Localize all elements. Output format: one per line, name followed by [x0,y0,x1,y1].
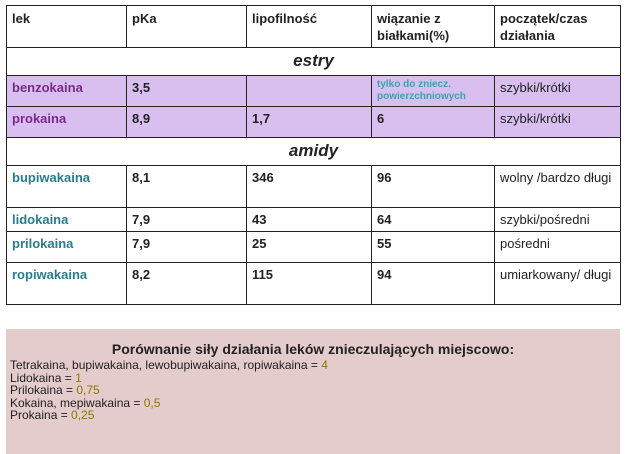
header-cell: wiązanie z białkami(%) [372,6,495,48]
comparison-value: 1 [75,370,82,385]
table-row [7,232,621,263]
onset-cell: umiarkowany/ długi [495,263,621,305]
comparison-label: Tetrakaina, bupiwakaina, lewobupiwakaina, ropiwakaina = [10,358,322,372]
comparison-value: 0,75 [76,383,100,397]
drug-comparison-table [6,5,621,305]
comparison-label: Kokaina, mepiwakaina = [10,395,144,410]
comparison-line [10,409,616,422]
drug-name: lidokaina [7,208,127,232]
onset-cell: szybki/krótki [495,76,621,107]
lipophilicity-cell: 346 [247,166,372,208]
lipophilicity-cell: 25 [247,232,372,263]
panel-title: Porównanie siły działania leków znieczulających miejscowo: [111,341,515,357]
drug-name: ropiwakaina [7,263,127,305]
table-row [7,166,621,208]
table-row [7,76,621,107]
table-row [7,107,621,138]
pka-cell: 8,2 [127,263,247,305]
comparison-label: Prokaina = [10,408,72,422]
comparison-line [10,359,616,372]
comparison-line [10,397,616,410]
section-row-amidy [7,138,621,166]
pka-cell: 7,9 [127,208,247,232]
onset-cell: szybki/pośredni [495,208,621,232]
table-row [7,263,621,305]
potency-comparison-panel [6,329,620,454]
pka-cell: 8,1 [127,166,247,208]
comparison-value: 4 [321,358,328,372]
binding-cell: 55 [372,232,495,263]
comparison-label: Lidokaina = [10,370,76,385]
lipophilicity-cell: 43 [247,208,372,232]
section-title: amidy [7,138,621,166]
header-cell: początek/czas działania [495,6,621,48]
lipophilicity-cell: 1,7 [247,107,372,138]
lipophilicity-cell: 115 [247,263,372,305]
pka-cell: 3,5 [127,76,247,107]
comparison-line [10,372,616,385]
header-cell: pKa [127,6,247,48]
header-cell: lipofilność [247,6,372,48]
onset-cell: pośredni [495,232,621,263]
comparison-value: 0,25 [71,408,95,422]
drug-name: benzokaina [7,76,127,107]
onset-cell: wolny /bardzo długi [495,166,621,208]
binding-cell: 94 [372,263,495,305]
comparison-value: 0,5 [143,395,161,410]
section-title: estry [7,48,621,76]
binding-cell: 64 [372,208,495,232]
binding-cell: tylko do zniecz. powierzchniowych [372,76,495,107]
pka-cell: 8,9 [127,107,247,138]
drug-name: bupiwakaina [7,166,127,208]
section-row-estry [7,48,621,76]
binding-cell: 96 [372,166,495,208]
drug-name: prokaina [7,107,127,138]
onset-cell: szybki/krótki [495,107,621,138]
binding-cell: 6 [372,107,495,138]
header-cell: lek [7,6,127,48]
pka-cell: 7,9 [127,232,247,263]
table-header-row [7,6,621,48]
table-row [7,208,621,232]
drug-name: prilokaina [7,232,127,263]
lipophilicity-cell [247,76,372,107]
comparison-label: Prilokaina = [10,383,77,397]
